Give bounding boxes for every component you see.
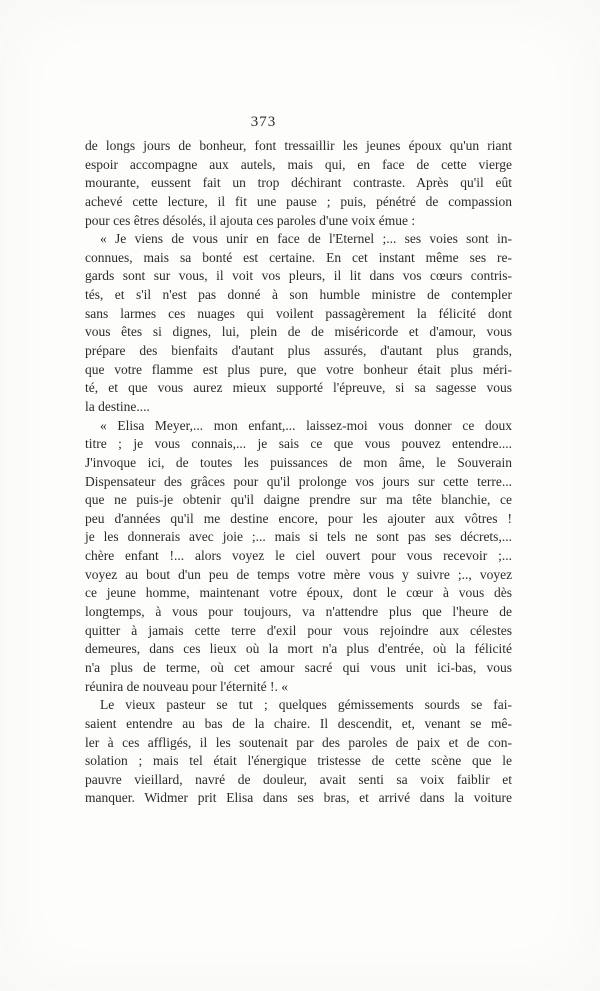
text-line-content: gards sont sur vous, il voit vos pleurs, il lit dans vos cœurs contris- [85, 268, 513, 284]
text-line [85, 547, 512, 566]
text-line-content: connues, mais sa bonté est certaine. En cet instant même ses re- [85, 249, 513, 265]
text-line-content: vous êtes si dignes, lui, plein de de miséricorde et d'amour, vous [85, 324, 513, 340]
page-text [85, 137, 512, 808]
text-line [85, 417, 512, 436]
text-line [85, 510, 512, 529]
text-line-content: Le vieux pasteur se tut ; quelques gémissements sourds se fai- [100, 697, 512, 713]
text-line-content: manquer. Widmer prit Elisa dans ses bras, et arrivé dans la voiture [85, 790, 512, 806]
text-line [85, 454, 512, 473]
text-line [85, 491, 512, 510]
text-line-content: quitter à jamais cette terre d'exil pour vous rejoindre aux célestes [85, 622, 512, 638]
text-line [85, 342, 512, 361]
text-line-content: « Je viens de vous unir en face de l'Eternel ;... ses voies sont in- [100, 231, 512, 247]
text-line-content: ce jeune homme, maintenant votre époux, dont le cœur à vous dès [85, 585, 513, 601]
text-line [85, 323, 512, 342]
text-line-content: Dispensateur des grâces pour qu'il prolonge vos jours sur cette terre... [85, 473, 512, 489]
text-line-content: que ne puis-je obtenir qu'il daigne prendre sur ma tête blanchie, ce [85, 492, 512, 508]
text-line [85, 473, 512, 492]
text-line [85, 379, 512, 398]
text-line-content: réunira de nouveau pour l'éternité !. « [85, 678, 288, 694]
text-line [85, 193, 512, 212]
page-number: 373 [250, 114, 277, 130]
text-line-content: solation ; mais tel était l'énergique tristesse de cette scène que le [85, 753, 513, 769]
text-line [85, 435, 512, 454]
text-line [85, 212, 512, 231]
text-line-content: pauvre vieillard, navré de douleur, avait senti sa voix faiblir et [85, 771, 513, 787]
text-line [85, 734, 512, 753]
text-line-content: titre ; je vous connais,... je sais ce que vous pouvez entendre.... [85, 436, 512, 452]
text-line [85, 528, 512, 547]
text-line-content: J'invoque ici, de toutes les puissances de mon âme, le Souverain [85, 454, 513, 470]
text-line-content: de longs jours de bonheur, font tressaillir les jeunes époux qu'un riant [85, 138, 513, 153]
text-line [85, 640, 512, 659]
text-line [85, 286, 512, 305]
text-line [85, 584, 512, 603]
text-line [85, 603, 512, 622]
text-line [85, 696, 512, 715]
text-line-content: sans larmes ces nuages qui voilent passagèrement la félicité dont [85, 305, 512, 321]
text-line-content: tés, et s'il n'est pas donné à son humble ministre de contempler [85, 287, 512, 303]
text-line-content: chère enfant !... alors voyez le ciel ouvert pour vous recevoir ;... [85, 548, 512, 564]
paragraph-4 [85, 696, 512, 808]
text-line-content: ler à ces affligés, il les soutenait par des paroles de paix et de con- [85, 734, 512, 750]
text-line-content: voyez au bout d'un peu de temps votre mère vous y suivre ;.., voyez [85, 566, 513, 582]
text-line [85, 659, 512, 678]
text-line [85, 789, 512, 808]
text-line [85, 156, 512, 175]
text-line [85, 249, 512, 268]
paragraph-1 [85, 137, 512, 230]
text-line-content: té, et que vous aurez mieux supporté l'épreuve, si sa sagesse vous [85, 380, 512, 396]
text-line-content: « Elisa Meyer,... mon enfant,... laissez-moi vous donner ce doux [100, 417, 512, 433]
text-line-content: mourante, eussent fait un trop déchirant contraste. Après qu'il eût [85, 175, 512, 191]
text-line-content: la destine.... [85, 398, 150, 414]
text-line [85, 305, 512, 324]
text-line-content: pour ces êtres désolés, il ajouta ces paroles d'une voix émue : [85, 212, 416, 228]
text-line [85, 174, 512, 193]
text-line-content: je les donnerais avec joie ;... mais si tels ne sont pas ses décrets,... [85, 529, 512, 545]
text-line [85, 752, 512, 771]
text-line [85, 398, 512, 417]
text-line-content: demeures, dans ces lieux où la mort n'a plus d'entrée, où la félicité [85, 641, 512, 657]
text-line-content: saient entendre au bas de la chaire. Il descendit, et, venant se mê- [85, 715, 512, 731]
text-line [85, 137, 512, 156]
text-line [85, 361, 512, 380]
paragraph-2 [85, 230, 512, 416]
text-line-content: longtemps, à vous pour toujours, va n'attendre plus que l'heure de [85, 604, 513, 620]
text-line-content: prépare des bienfaits d'autant plus assurés, d'autant plus grands, [85, 343, 513, 359]
text-line [85, 267, 512, 286]
text-line-content: peu d'années qu'il me destine encore, pour les ajouter aux vôtres ! [85, 510, 512, 526]
text-line-content: n'a plus de terme, où cet amour sacré qui vous unit ici-bas, vous [85, 659, 513, 675]
text-line [85, 771, 512, 790]
paragraph-3 [85, 417, 512, 697]
text-line [85, 622, 512, 641]
text-line-content: que votre flamme est plus pure, que votre bonheur était plus méri- [85, 361, 512, 377]
text-line [85, 678, 512, 697]
text-line-content: espoir accompagne aux autels, mais qui, en face de cette vierge [85, 156, 513, 172]
text-line [85, 230, 512, 249]
text-line-content: achevé cette lecture, il fit une pause ; puis, pénétré de compassion [85, 193, 513, 209]
text-line [85, 715, 512, 734]
text-line [85, 566, 512, 585]
